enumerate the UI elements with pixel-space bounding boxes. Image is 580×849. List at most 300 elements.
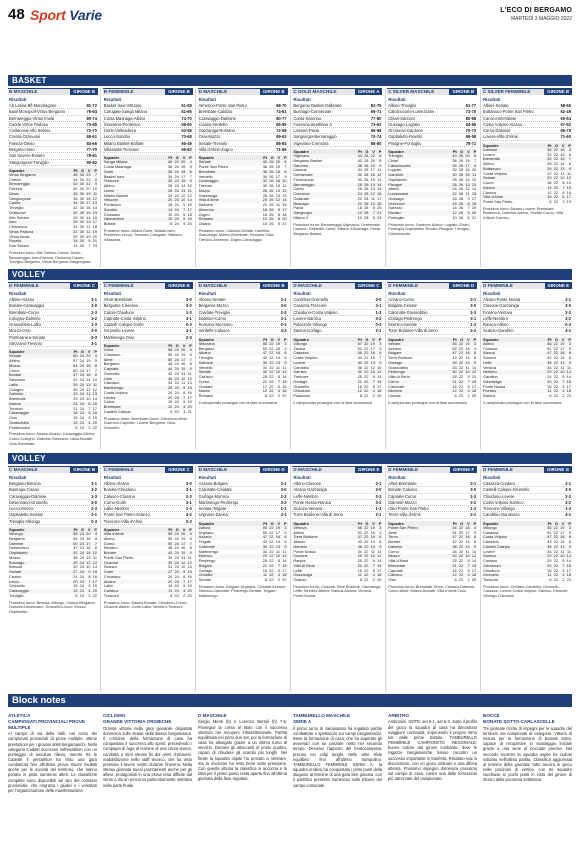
- team-stat: 46: [167, 545, 173, 551]
- standings-header-team: Squadre: [483, 336, 499, 342]
- match-teams: Ab Latina-Bfl Mondragone: [9, 103, 57, 108]
- match-score: 3-1: [185, 499, 192, 505]
- team-stat: 24: [79, 583, 84, 589]
- match-teams: Leffe-Nembro: [483, 315, 508, 321]
- match-teams: Casazza-Credaro: [483, 481, 516, 486]
- standings-table: [198, 160, 288, 227]
- match-score: 3-1: [185, 487, 192, 493]
- team-name: Orzinuovi: [9, 209, 26, 215]
- match-score: 71-66: [276, 147, 287, 153]
- team-stat: 28: [452, 176, 457, 182]
- team-name: Lograto: [388, 167, 402, 173]
- team-stat: 24: [174, 545, 179, 551]
- team-stat: 9: [189, 366, 192, 372]
- team-name: Stezzano: [198, 340, 215, 346]
- team-name: Bonate: [9, 372, 22, 378]
- team-stat: 34: [452, 548, 457, 554]
- team-stat: 28: [364, 176, 369, 182]
- team-name: Bolgare: [388, 350, 402, 356]
- team-stat: 9: [474, 543, 477, 549]
- team-stat: 17: [471, 383, 477, 389]
- team-stat: 4: [277, 572, 281, 578]
- match-teams: Castelli Calepio-Gorle: [103, 322, 144, 328]
- team-stat: 10: [560, 553, 565, 559]
- standings-row: [198, 222, 288, 227]
- team-stat: 8: [568, 539, 571, 545]
- team-stat: 14: [471, 558, 477, 564]
- team-name: Albino: [293, 529, 305, 535]
- block-note-subheading: CAMPIONATI PROVINCIALI PROVE MULTIPLE: [8, 719, 85, 730]
- team-stat: 14: [465, 355, 470, 361]
- standings-table: [103, 532, 193, 599]
- next-round-note: Prossimo turno: Gardone-Albino; Lograto-Chiari; Pontoglio-Ospitaletto; Rovato-Pisogne; Treviglio-Calolziocorte.: [388, 222, 471, 236]
- team-stat: 10: [465, 369, 470, 375]
- team-name: Osio: [388, 577, 397, 583]
- team-name: Verdello: [198, 173, 213, 179]
- team-name: Bergamo: [9, 535, 25, 541]
- team-stat: 3: [379, 524, 382, 530]
- team-name: Treviglio: [388, 153, 403, 159]
- team-stat: 29: [547, 369, 552, 375]
- match-teams: Basil Monopoli-Virtus Bergamo: [9, 109, 66, 115]
- team-stat: 22: [458, 378, 464, 384]
- team-stat: 10: [370, 200, 375, 206]
- team-stat: 6: [189, 168, 192, 174]
- team-name: Gorlago: [388, 359, 403, 365]
- team-stat: 6: [549, 577, 552, 583]
- group-badge: GIRONE C: [165, 467, 193, 473]
- team-name: Trescore: [103, 178, 120, 184]
- team-stat: 6: [75, 424, 78, 430]
- standings-column: [198, 88, 288, 267]
- standings-header-p: P: [568, 336, 571, 342]
- team-stat: 26: [547, 165, 552, 171]
- team-stat: 9: [88, 569, 91, 575]
- team-name: Carvico: [483, 189, 497, 195]
- team-name: Carobbio: [483, 539, 499, 545]
- team-stat: 8: [170, 221, 173, 227]
- team-stat: 24: [174, 588, 179, 594]
- team-name: Sarnico: [293, 369, 307, 375]
- team-stat: 47: [262, 534, 268, 540]
- match-score: 78-81: [86, 153, 97, 159]
- team-stat: 20: [167, 578, 173, 584]
- team-stat: 11: [86, 228, 91, 234]
- group-badge: GIRONE G: [544, 467, 572, 473]
- team-stat: 12: [377, 553, 382, 559]
- team-stat: 11: [566, 364, 571, 370]
- results-label: Risultati: [103, 291, 122, 296]
- team-stat: 27: [73, 569, 78, 575]
- team-stat: 39: [262, 543, 268, 549]
- team-stat: 22: [553, 170, 558, 176]
- match-teams: Villasanta-Trescore: [103, 147, 139, 153]
- team-stat: 7: [562, 562, 565, 568]
- match-teams: Desenzano-Grumello: [9, 499, 48, 505]
- team-stat: 28: [364, 205, 369, 211]
- team-stat: 5: [379, 345, 382, 351]
- match-score: 69-61: [86, 134, 97, 140]
- team-stat: 9: [183, 202, 186, 208]
- team-stat: 2: [372, 393, 375, 399]
- team-stat: 24: [79, 381, 84, 387]
- team-stat: 22: [458, 345, 464, 351]
- block-note-column: [293, 713, 382, 844]
- column-divider: [195, 466, 196, 692]
- team-stat: 14: [92, 396, 97, 402]
- team-name: Trescore: [483, 577, 499, 583]
- standings-header-v: V: [182, 343, 186, 349]
- team-stat: 18: [92, 224, 97, 230]
- team-stat: 22: [553, 383, 558, 389]
- team-stat: 14: [86, 377, 91, 383]
- team-name: Gussago: [388, 195, 404, 201]
- team-name: Virtus Imola: [9, 233, 30, 239]
- match-teams: Crema-Orzinuovi: [9, 134, 40, 140]
- championship-title: D MASCHILE: [198, 89, 228, 94]
- standings-table: [387, 154, 477, 221]
- standings-header-team: Squadre: [388, 336, 404, 342]
- team-stat: 18: [86, 535, 91, 541]
- team-stat: 28: [364, 157, 369, 163]
- team-stat: 2: [88, 424, 91, 430]
- team-name: Iseo: [9, 219, 17, 225]
- standings-header-v: V: [182, 155, 186, 161]
- team-stat: 14: [560, 539, 565, 545]
- team-stat: 26: [269, 187, 274, 193]
- match-teams: Stezzano-Treviolo: [9, 341, 42, 347]
- team-stat: 20: [92, 588, 97, 594]
- team-name: Cologno: [9, 386, 24, 392]
- match-score: 65-69: [276, 121, 287, 127]
- team-stat: 24: [174, 347, 179, 353]
- group-badge: GIRONE C: [355, 283, 383, 289]
- team-stat: 20: [86, 186, 91, 192]
- team-stat: 19: [275, 524, 281, 530]
- team-name: Grumello: [103, 370, 120, 376]
- team-stat: 12: [452, 388, 457, 394]
- team-stat: 26: [458, 210, 464, 216]
- team-stat: 2: [183, 592, 186, 598]
- match-score: 3-2: [470, 499, 477, 505]
- match-score: 2-3: [470, 493, 477, 499]
- team-stat: 15: [377, 186, 382, 192]
- team-stat: 5: [467, 214, 470, 220]
- championship-title: D FEMMINILE: [388, 283, 419, 288]
- team-name: Curno: [9, 367, 20, 373]
- match-score: 3-1: [280, 512, 287, 518]
- team-name: Brembate: [483, 156, 500, 162]
- team-stat: 22: [553, 156, 558, 162]
- team-stat: 17: [86, 367, 91, 373]
- team-stat: 22: [364, 359, 369, 365]
- team-stat: 8: [189, 361, 192, 367]
- standings-column: [103, 466, 193, 692]
- match-teams: Bonate-Chiuduno: [103, 487, 136, 493]
- results-label: Risultati: [198, 475, 216, 480]
- team-stat: 16: [86, 372, 91, 378]
- team-stat: 24: [79, 545, 84, 551]
- team-stat: 24: [174, 178, 179, 184]
- team-stat: 2: [277, 393, 281, 399]
- team-stat: 24: [174, 531, 179, 537]
- team-stat: 19: [92, 415, 97, 421]
- team-name: Calolziocorte: [388, 162, 411, 168]
- team-stat: 19: [566, 199, 571, 205]
- team-name: Milano Basket: [103, 192, 129, 198]
- team-stat: 5: [562, 383, 565, 389]
- match-teams: Seriate-Telgate: [198, 506, 227, 512]
- team-stat: 24: [174, 389, 179, 395]
- team-stat: 20: [92, 419, 97, 425]
- result-row: [387, 512, 477, 518]
- team-stat: 9: [94, 181, 97, 187]
- team-stat: 4: [562, 388, 565, 394]
- match-score: 52-66: [181, 109, 192, 115]
- team-stat: 11: [92, 190, 97, 196]
- match-teams: Albino-Alzano: [103, 481, 130, 486]
- next-round-note: Prossimo turno: Calolzio-Seriate; Dalmine-Gazzaniga; Mozzo-Brembate; Romano-Osio; Treviolo-Almenno; Zogno-Caravaggio.: [198, 228, 275, 243]
- group-badge: GIRONE D: [449, 283, 477, 289]
- team-name: Scanzo: [103, 564, 117, 570]
- standings-column: [8, 88, 98, 267]
- block-note-text: Al campo di via delle Valli, nel corso dei campionati provinciali di prove multiple, ottime prestazioni per i giovani atleti bergamaschi. Nella categoria Cadetti successo nell'esathlon con un punteggio di assoluto rilievo, mentre tra le Cadette il pentathlon ha visto una gara combattuta fino all'ultima prova. Buoni risultati anche per le società del territorio, che hanno portato in pista numerosi atleti. Le classifiche complete sono disponibili sul sito del comitato provinciale, che ringrazia i giudici e i volontari per l'organizzazione della manifestazione.: [8, 731, 97, 793]
- team-name: San Severo: [9, 243, 30, 249]
- team-stat: 24: [79, 550, 84, 556]
- team-name: Alzano: [9, 400, 21, 406]
- team-stat: 30: [547, 156, 552, 162]
- team-stat: 19: [180, 164, 186, 170]
- team-stat: 22: [553, 558, 558, 564]
- team-stat: 20: [73, 233, 78, 239]
- team-stat: 36: [167, 168, 173, 174]
- team-stat: 7: [189, 173, 192, 179]
- match-score: 1-3: [375, 309, 382, 315]
- team-stat: 22: [553, 151, 558, 157]
- team-stat: 22: [364, 340, 369, 346]
- team-stat: 17: [180, 173, 186, 179]
- team-stat: 26: [269, 216, 274, 222]
- standings-header-team: Squadre: [293, 149, 309, 155]
- team-stat: 12: [180, 192, 186, 198]
- team-stat: 18: [275, 168, 281, 174]
- team-stat: 28: [73, 214, 78, 220]
- match-teams: Villa d'Almè-Zogno: [198, 147, 233, 153]
- team-stat: 34: [452, 162, 457, 168]
- team-stat: 15: [282, 562, 287, 568]
- team-stat: 26: [269, 168, 274, 174]
- match-teams: Bonate-Caravaggio: [9, 303, 45, 309]
- team-stat: 18: [282, 388, 287, 394]
- team-stat: 55: [452, 340, 457, 346]
- standings-header-team: Squadre: [198, 520, 215, 526]
- team-stat: 14: [465, 539, 470, 545]
- team-stat: 24: [79, 391, 84, 397]
- team-stat: 26: [458, 195, 464, 201]
- team-name: Rovato: [388, 210, 401, 216]
- team-name: Costa Masnaga: [103, 164, 132, 170]
- team-stat: 22: [364, 374, 369, 380]
- standings-row: [292, 578, 382, 583]
- team-stat: 17: [465, 529, 470, 535]
- team-stat: 13: [471, 181, 477, 187]
- team-stat: 11: [86, 391, 91, 397]
- team-stat: 40: [73, 186, 78, 192]
- team-stat: 24: [174, 583, 179, 589]
- team-stat: 6: [454, 577, 457, 583]
- standings-table: [482, 148, 572, 205]
- team-stat: 10: [560, 175, 565, 181]
- championship-title: B MASCHILE: [9, 89, 38, 94]
- team-stat: 10: [180, 564, 186, 570]
- team-name: Zanica: [198, 524, 211, 530]
- team-stat: 54: [73, 362, 78, 368]
- match-score: 3-1: [470, 297, 477, 302]
- standings-table: [292, 154, 382, 221]
- team-stat: 20: [357, 200, 362, 206]
- team-stat: 22: [553, 524, 558, 530]
- team-name: Brembate: [198, 168, 216, 174]
- team-stat: 14: [275, 539, 281, 545]
- team-stat: 12: [357, 388, 362, 394]
- team-stat: 12: [86, 224, 91, 230]
- team-stat: 11: [181, 380, 186, 386]
- column-header: [387, 466, 477, 473]
- team-name: Villa di Serio: [293, 562, 315, 568]
- team-stat: 34: [73, 200, 78, 206]
- match-teams: Martinengo-Osio: [103, 334, 135, 340]
- team-stat: 22: [364, 364, 369, 370]
- match-teams: Gazzaniga-Romano: [198, 128, 236, 134]
- team-stat: 24: [79, 400, 84, 406]
- team-stat: 28: [364, 153, 369, 159]
- team-stat: 21: [471, 214, 477, 220]
- team-stat: 30: [79, 233, 84, 239]
- team-stat: 12: [282, 187, 287, 193]
- standings-header-pt: Pt: [263, 155, 268, 161]
- team-stat: 7: [562, 378, 565, 384]
- match-score: 3-0: [280, 487, 287, 493]
- team-stat: 17: [566, 383, 571, 389]
- team-name: Lallio: [9, 381, 19, 387]
- team-stat: 44: [357, 355, 362, 361]
- match-teams: Brembate-Calolzio: [198, 109, 233, 115]
- team-name: Ospitaletto: [388, 176, 407, 182]
- team-name: Sanga Milano: [103, 159, 128, 165]
- team-name: Trescore: [103, 592, 120, 598]
- column-divider: [100, 88, 101, 267]
- team-stat: 20: [167, 394, 173, 400]
- result-row: [8, 341, 98, 347]
- team-name: Bernareggio: [293, 181, 315, 187]
- team-stat: 17: [275, 173, 281, 179]
- team-stat: 7: [189, 540, 192, 546]
- match-teams: Ospitaletto-Rovato: [388, 134, 423, 140]
- team-stat: 26: [458, 153, 464, 159]
- match-score: 2-3: [91, 309, 97, 315]
- team-stat: 10: [262, 221, 268, 227]
- team-name: Civitanova: [9, 224, 28, 230]
- team-stat: 26: [452, 181, 457, 187]
- team-stat: 19: [86, 358, 91, 364]
- team-stat: 47: [452, 350, 457, 356]
- match-score: 3-1: [375, 328, 382, 334]
- match-score: 3-1: [470, 315, 477, 321]
- team-stat: 22: [269, 393, 274, 399]
- team-stat: 15: [180, 550, 186, 556]
- standings-column: [482, 282, 572, 450]
- team-name: Ciserano: [103, 380, 120, 386]
- match-teams: Bottanuco-Ponte San Pietro: [483, 109, 534, 115]
- team-name: Azzano: [198, 534, 212, 540]
- team-stat: 14: [275, 355, 281, 361]
- match-teams: Lovere-Villa d'Almè: [483, 134, 519, 140]
- team-stat: 24: [174, 351, 179, 357]
- team-stat: 5: [183, 216, 186, 222]
- team-stat: 22: [364, 543, 369, 549]
- team-stat: 33: [167, 380, 173, 386]
- team-stat: 20: [180, 347, 186, 353]
- team-stat: 12: [180, 559, 186, 565]
- match-teams: Caravaggio-Dalmine: [9, 493, 47, 499]
- team-stat: 26: [452, 374, 457, 380]
- team-stat: 4: [189, 531, 192, 537]
- team-stat: 13: [471, 374, 477, 380]
- results-label: Risultati: [483, 97, 501, 102]
- result-row: [482, 134, 572, 140]
- team-stat: 24: [174, 206, 179, 212]
- team-stat: 26: [269, 159, 274, 165]
- team-stat: 24: [79, 405, 84, 411]
- team-stat: 52: [357, 529, 362, 535]
- team-stat: 13: [377, 176, 382, 182]
- team-stat: 18: [465, 524, 470, 530]
- team-name: Villa d'Almè: [388, 558, 409, 564]
- standings-header-team: Squadre: [9, 527, 25, 533]
- team-stat: 22: [553, 146, 558, 152]
- match-score: 2-3: [375, 493, 382, 499]
- team-stat: 24: [174, 211, 179, 217]
- standings-header-team: Squadre: [103, 155, 120, 161]
- standings-table: [198, 342, 288, 399]
- team-name: Alzano: [483, 350, 495, 356]
- standings-row: [387, 394, 477, 399]
- team-stat: 18: [377, 572, 382, 578]
- match-score: 80-77: [276, 115, 287, 121]
- result-row: [292, 512, 382, 518]
- team-stat: 44: [167, 366, 173, 372]
- team-stat: 22: [269, 577, 274, 583]
- standings-header-p: P: [94, 527, 97, 533]
- results-label: Risultati: [293, 97, 311, 102]
- team-stat: 24: [79, 531, 84, 537]
- team-stat: 12: [167, 404, 173, 410]
- standings-header-g: G: [175, 155, 179, 161]
- team-stat: 22: [269, 529, 274, 535]
- team-stat: 5: [277, 221, 281, 227]
- team-stat: 15: [377, 378, 382, 384]
- team-stat: 7: [284, 164, 287, 170]
- team-stat: 24: [79, 569, 84, 575]
- team-name: Gallarate: [293, 195, 310, 201]
- team-stat: 24: [174, 168, 179, 174]
- team-stat: 22: [553, 378, 558, 384]
- standings-column: [292, 88, 382, 267]
- team-stat: 25: [262, 558, 268, 564]
- team-stat: 36: [73, 386, 78, 392]
- team-stat: 17: [560, 345, 565, 351]
- team-stat: 22: [269, 548, 274, 554]
